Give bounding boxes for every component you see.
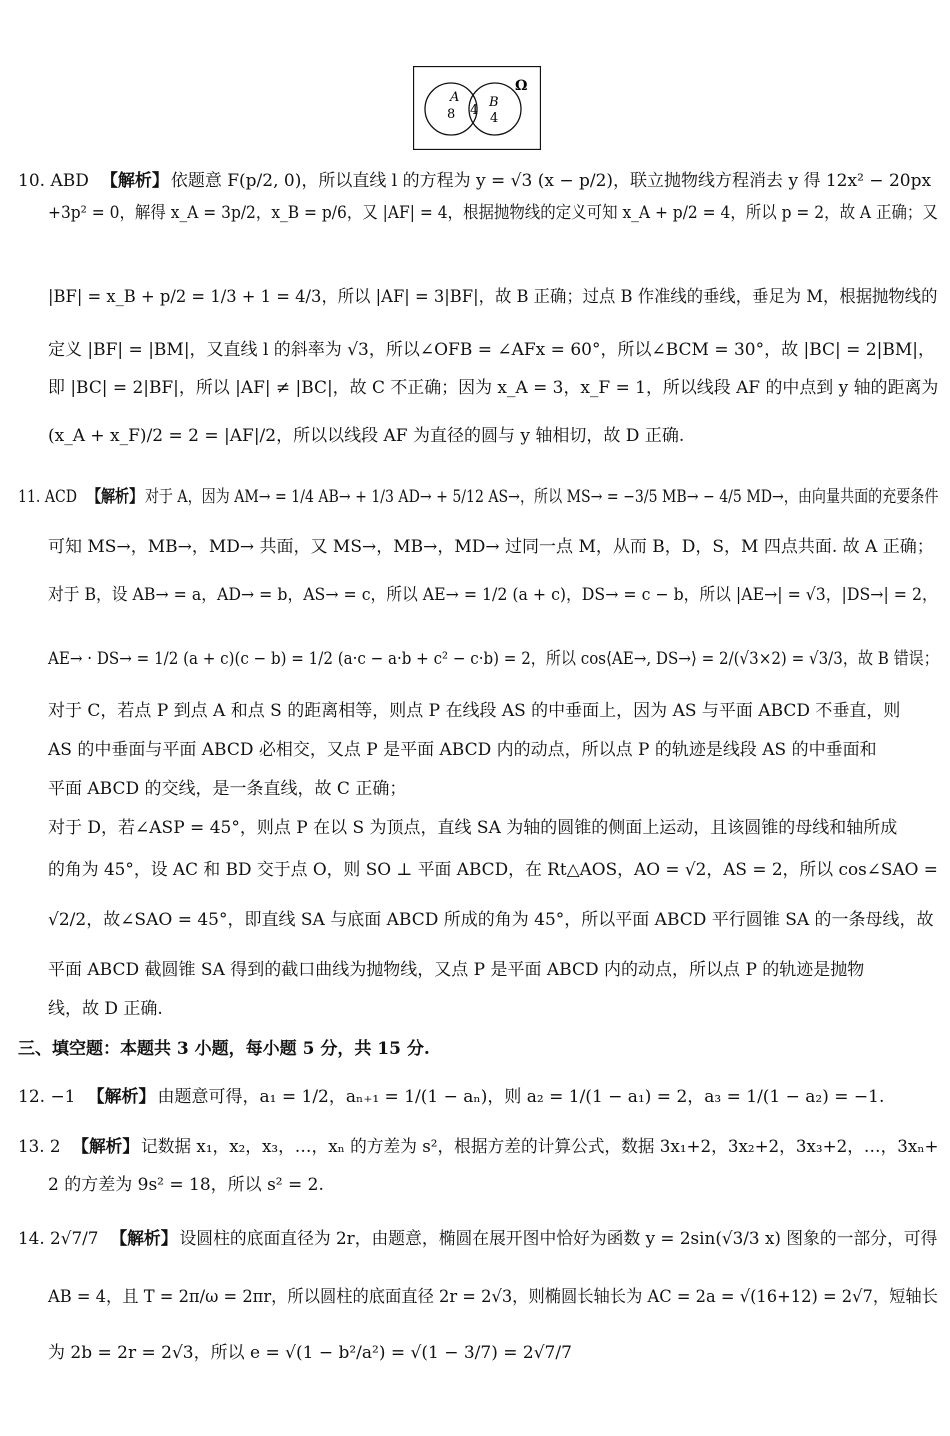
- q11-line-12: 线，故 D 正确.: [48, 999, 163, 1019]
- q11-line-8: 对于 D，若∠ASP = 45°，则点 P 在以 S 为顶点，直线 SA 为轴的圆锥的侧面上运动，且该圆锥的母线和轴所成: [48, 818, 898, 838]
- q11-line-2: 可知 MS→，MB→，MD→ 共面，又 MS→，MB→，MD→ 过同一点 M，从而 B，D，S，M 四点共面. 故 A 正确；: [48, 537, 934, 557]
- q11-line-1: [18, 484, 938, 510]
- q11-line-3: 对于 B，设 AB→ = a，AD→ = b，AS→ = c，所以 AE→ = 1/2 (a + c)，DS→ = c − b，所以 |AE→| = √3，|DS→| = 2，: [48, 585, 938, 605]
- q11-line-5: 对于 C，若点 P 到点 A 和点 S 的距离相等，则点 P 在线段 AS 的中垂面上，因为 AS 与平面 ABCD 不垂直，则: [48, 701, 901, 721]
- q12-text-1: 由题意可得，a₁ = 1/2，aₙ₊₁ = 1/(1 − aₙ)，则 a₂ = 1/(1 − a₁) = 2，a₃ = 1/(1 − a₂) = −1.: [157, 1087, 885, 1107]
- q12-tag: 【解析】: [87, 1087, 156, 1107]
- venn-value-a: 8: [447, 107, 456, 122]
- q13-line-2: 2 的方差为 9s² = 18，所以 s² = 2.: [48, 1175, 324, 1195]
- q10-line-5: 即 |BC| = 2|BF|，所以 |AF| ≠ |BC|，故 C 不正确；因为 x_A = 3，x_F = 1，所以线段 AF 的中点到 y 轴的距离为: [48, 378, 939, 398]
- q11-line-4: AE→ · DS→ = 1/2 (a + c)(c − b) = 1/2 (a·c − a·b + c² − c·b) = 2，所以 cos⟨AE→, DS→⟩ = 2/(√3×2) = √3/3，故 B 错误；: [48, 649, 939, 669]
- q10-line-4: 定义 |BF| = |BM|，又直线 l 的斜率为 √3，所以∠OFB = ∠AFx = 60°，所以∠BCM = 30°，故 |BC| = 2|BM|，: [48, 340, 936, 360]
- venn-value-b: 4: [490, 111, 499, 126]
- venn-label-b: B: [489, 95, 499, 110]
- q11-text-1: 对于 A，因为 AM→ = 1/4 AB→ + 1/3 AD→ + 5/12 AS→，所以 MS→ = −3/5 MB→ − 4/5 MD→，由向量共面的充要条件: [144, 487, 939, 507]
- q10-number: 10. ABD: [18, 171, 89, 191]
- venn-label-a: A: [450, 90, 460, 105]
- venn-omega: Ω: [515, 78, 528, 94]
- q11-tag: 【解析】: [86, 487, 144, 507]
- q14-line-3-cropped: 为 2b = 2r = 2√3，所以 e = √(1 − b²/a²) = √(1 − 3/7) = 2√7/7: [48, 1343, 572, 1363]
- q14-line-1: [18, 1226, 937, 1252]
- q13-text-1: 记数据 x₁，x₂，x₃，…，xₙ 的方差为 s²，根据方差的计算公式，数据 3x₁+2，3x₂+2，3x₃+2，…，3xₙ+: [141, 1137, 939, 1157]
- venn-diagram: [413, 66, 541, 150]
- q11-line-11: 平面 ABCD 截圆锥 SA 得到的截口曲线为抛物线，又点 P 是平面 ABCD 内的动点，所以点 P 的轨迹是抛物: [48, 960, 865, 980]
- q10-line-3: |BF| = x_B + p/2 = 1/3 + 1 = 4/3，所以 |AF| = 3|BF|，故 B 正确；过点 B 作准线的垂线，垂足为 M，根据抛物线的: [48, 287, 938, 307]
- q13-line-1: [18, 1134, 939, 1160]
- q11-line-9: 的角为 45°，设 AC 和 BD 交于点 O，则 SO ⊥ 平面 ABCD，在 Rt△AOS，AO = √2，AS = 2，所以 cos∠SAO =: [48, 860, 938, 880]
- q11-line-6: AS 的中垂面与平面 ABCD 必相交，又点 P 是平面 ABCD 内的动点，所以点 P 的轨迹是线段 AS 的中垂面和: [48, 740, 877, 760]
- q13-tag: 【解析】: [72, 1137, 140, 1157]
- q10-tag: 【解析】: [100, 171, 169, 191]
- q11-number: 11. ACD: [18, 487, 78, 507]
- venn-value-both: 4: [470, 103, 479, 118]
- q10-line-1: [18, 168, 931, 194]
- q11-line-7: 平面 ABCD 的交线，是一条直线，故 C 正确；: [48, 779, 407, 799]
- q12-number: 12. −1: [18, 1087, 76, 1107]
- q14-number: 14. 2√7/7: [18, 1229, 99, 1249]
- q11-line-10: √2/2，故∠SAO = 45°，即直线 SA 与底面 ABCD 所成的角为 45°，所以平面 ABCD 平行圆锥 SA 的一条母线，故: [48, 910, 934, 930]
- q13-number: 13. 2: [18, 1137, 61, 1157]
- q12-line-1: [18, 1084, 884, 1110]
- q10-line-2: +3p² = 0，解得 x_A = 3p/2，x_B = p/6，又 |AF| = 4，根据抛物线的定义可知 x_A + p/2 = 4，所以 p = 2，故 A 正确；又: [48, 203, 938, 223]
- q14-tag: 【解析】: [110, 1229, 178, 1249]
- q14-line-2: AB = 4，且 T = 2π/ω = 2πr，所以圆柱的底面直径 2r = 2√3，则椭圆长轴长为 AC = 2a = √(16+12) = 2√7，短轴长: [48, 1287, 938, 1307]
- q10-line-6: (x_A + x_F)/2 = 2 = |AF|/2，所以以线段 AF 为直径的圆与 y 轴相切，故 D 正确.: [48, 426, 685, 446]
- q10-text-1: 依题意 F(p/2, 0)，所以直线 l 的方程为 y = √3 (x − p/2)，联立抛物线方程消去 y 得 12x² − 20px: [170, 171, 932, 191]
- q14-text-1: 设圆柱的底面直径为 2r，由题意，椭圆在展开图中恰好为函数 y = 2sin(√3/3 x) 图象的一部分，可得: [179, 1229, 938, 1249]
- section-3-heading: 三、填空题：本题共 3 小题，每小题 5 分，共 15 分.: [18, 1039, 430, 1059]
